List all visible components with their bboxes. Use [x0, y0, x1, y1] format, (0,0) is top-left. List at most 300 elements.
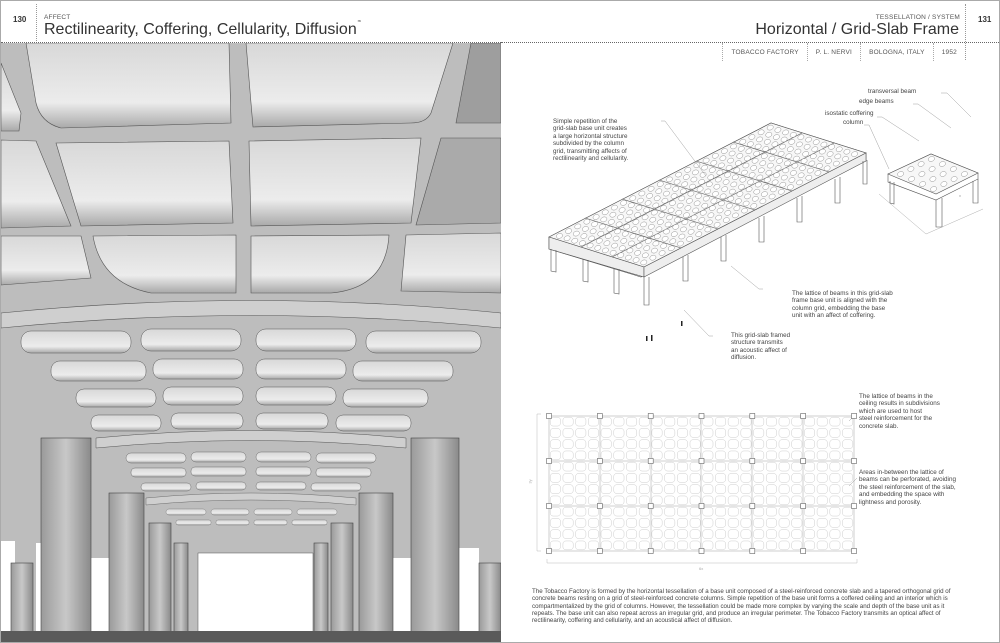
- plan-coffer: [703, 530, 713, 539]
- plan-coffer: [626, 440, 636, 449]
- plan-column: [547, 504, 552, 509]
- plan-coffer: [754, 518, 764, 527]
- plan-coffer: [779, 440, 789, 449]
- left-page-title: [44, 21, 361, 39]
- plan-coffer: [550, 440, 560, 449]
- plan-coffer: [576, 428, 586, 437]
- plan-coffer: [728, 507, 738, 516]
- plan-column: [699, 414, 704, 419]
- plan-column: [750, 549, 755, 554]
- plan-coffer: [728, 541, 738, 550]
- plan-column: [852, 414, 857, 419]
- plan-coffer: [563, 440, 573, 449]
- plan-coffer: [817, 496, 827, 505]
- note-line: frame base unit is aligned with the: [792, 297, 888, 305]
- plan-coffer: [677, 507, 687, 516]
- plan-column: [547, 414, 552, 419]
- label-edge-beams: edge beams: [859, 98, 894, 105]
- plan-coffer: [804, 518, 814, 527]
- plan-coffer: [804, 428, 814, 437]
- plan-coffer: [715, 417, 725, 426]
- dim-label-x2: x: [959, 193, 961, 198]
- plan-coffer: [804, 530, 814, 539]
- plan-coffer: [677, 428, 687, 437]
- plan-coffer: [665, 451, 675, 460]
- plan-coffer: [842, 428, 852, 437]
- note-line: unit with an affect of coffering.: [792, 312, 876, 320]
- plan-column: [597, 414, 602, 419]
- plan-columns: [547, 414, 857, 554]
- plan-coffer: [639, 518, 649, 527]
- plan-coffer: [652, 485, 662, 494]
- plan-coffer: [677, 485, 687, 494]
- plan-coffer: [550, 530, 560, 539]
- plan-coffer: [779, 496, 789, 505]
- plan-coffer: [715, 485, 725, 494]
- plan-coffer: [550, 473, 560, 482]
- plan-coffer: [690, 428, 700, 437]
- meta-architect: P. L. NERVI: [807, 43, 860, 61]
- plan-coffer: [728, 417, 738, 426]
- plan-coffer: [563, 462, 573, 471]
- plan-coffer: [817, 440, 827, 449]
- plan-column: [801, 549, 806, 554]
- plan-coffer: [817, 518, 827, 527]
- note-lattice: [792, 290, 893, 320]
- plan-coffer: [741, 428, 751, 437]
- header-divider: [965, 4, 966, 60]
- plan-column: [597, 504, 602, 509]
- plan-column: [852, 504, 857, 509]
- plan-coffer: [766, 496, 776, 505]
- note-line: diffusion.: [731, 354, 757, 362]
- plan-coffer: [614, 485, 624, 494]
- plan-coffer: [728, 496, 738, 505]
- plan-coffer: [703, 485, 713, 494]
- plan-coffer: [563, 473, 573, 482]
- plan-coffer: [576, 518, 586, 527]
- note-line: ceiling results in subdivisions: [859, 400, 940, 408]
- dimension-lines: [879, 194, 983, 234]
- plan-coffer: [817, 473, 827, 482]
- note-line: grid, transmitting affects of: [553, 147, 627, 155]
- plan-coffer: [690, 518, 700, 527]
- plan-coffer: [830, 417, 840, 426]
- plan-coffer: [779, 530, 789, 539]
- plan-coffer: [741, 440, 751, 449]
- plan-coffer: [563, 507, 573, 516]
- plan-coffer: [804, 473, 814, 482]
- plan-coffer: [665, 428, 675, 437]
- left-page-header: [1, 1, 501, 43]
- plan-coffer: [830, 485, 840, 494]
- plan-coffer: [728, 518, 738, 527]
- plan-coffer: [563, 417, 573, 426]
- right-page-title: Horizontal / Grid-Slab Frame: [755, 21, 959, 38]
- label-isostatic-coffering: isostatic coffering: [825, 110, 874, 117]
- plan-coffer: [766, 530, 776, 539]
- plan-coffer: [766, 507, 776, 516]
- plan-coffer: [741, 530, 751, 539]
- plan-coffer: [703, 518, 713, 527]
- plan-coffer: [576, 462, 586, 471]
- plan-coffer: [639, 485, 649, 494]
- plan-coffer: [766, 428, 776, 437]
- plan-coffer: [626, 428, 636, 437]
- plan-column: [750, 504, 755, 509]
- plan-coffer: [626, 530, 636, 539]
- plan-coffer: [830, 541, 840, 550]
- note-line: The lattice of beams in the: [859, 393, 933, 400]
- plan-coffer: [652, 473, 662, 482]
- plan-coffer: [715, 462, 725, 471]
- plan-coffer: [665, 530, 675, 539]
- note-line: subdivided by the column: [553, 140, 625, 148]
- plan-coffer: [754, 473, 764, 482]
- plan-column: [699, 504, 704, 509]
- plan-coffer: [817, 485, 827, 494]
- plan-coffer: [830, 530, 840, 539]
- plan-coffer: [665, 496, 675, 505]
- plan-coffer: [576, 507, 586, 516]
- plan-coffer: [652, 518, 662, 527]
- plan-coffer: [842, 485, 852, 494]
- plan-coffer: [817, 530, 827, 539]
- plan-coffer: [639, 473, 649, 482]
- plan-coffer: [792, 428, 802, 437]
- plan-coffer: [817, 462, 827, 471]
- header-rule: [1, 42, 501, 43]
- right-page-number: 131: [978, 15, 992, 24]
- plan-column: [852, 459, 857, 464]
- plan-dim-width: 6x: [699, 566, 704, 571]
- plan-coffer: [614, 496, 624, 505]
- plan-coffer: [715, 428, 725, 437]
- plan-coffer: [830, 473, 840, 482]
- plan-coffer: [779, 541, 789, 550]
- plan-coffer: [792, 440, 802, 449]
- plan-coffer: [703, 428, 713, 437]
- plan-coffer: [754, 428, 764, 437]
- plan-coffer: [550, 485, 560, 494]
- note-line: rectilinearity and cellularity.: [553, 155, 629, 163]
- note-line: which are used to host: [859, 407, 923, 415]
- plan-coffer: [792, 473, 802, 482]
- note-line: concrete slab.: [859, 422, 899, 430]
- plan-coffer: [830, 507, 840, 516]
- note-repetition: [553, 118, 628, 162]
- plan-coffer: [576, 496, 586, 505]
- plan-coffer: [817, 507, 827, 516]
- plan-coffer: [652, 440, 662, 449]
- plan-column: [597, 459, 602, 464]
- plan-coffer: [626, 541, 636, 550]
- plan-coffer: [728, 485, 738, 494]
- note-line: The lattice of beams in this grid-slab: [792, 290, 893, 297]
- plan-coffer: [614, 530, 624, 539]
- plan-coffer: [614, 417, 624, 426]
- plan-coffer: [665, 518, 675, 527]
- left-title-text: Rectilinearity, Coffering, Cellularity, Diffusion: [44, 21, 357, 38]
- plan-coffer: [588, 428, 598, 437]
- note-line: structure transmits: [731, 339, 783, 347]
- plan-coffer: [728, 530, 738, 539]
- plan-coffer: [766, 518, 776, 527]
- plan-coffer: [830, 440, 840, 449]
- plan-coffer: [614, 462, 624, 471]
- plan-coffer: [779, 451, 789, 460]
- plan-coffer: [588, 530, 598, 539]
- plan-coffer: [766, 473, 776, 482]
- plan-coffer: [626, 417, 636, 426]
- plan-coffer: [741, 518, 751, 527]
- note-line: a large horizontal structure: [553, 132, 628, 140]
- plan-column: [852, 549, 857, 554]
- plan-coffer: [626, 518, 636, 527]
- plan-coffer: [601, 518, 611, 527]
- meta-year: 1952: [933, 43, 965, 61]
- plan-coffer: [830, 462, 840, 471]
- plan-coffer: [842, 440, 852, 449]
- plan-coffer: [741, 485, 751, 494]
- plan-coffer: [677, 440, 687, 449]
- plan-coffer: [677, 496, 687, 505]
- plan-coffer: [626, 451, 636, 460]
- plan-coffer: [665, 473, 675, 482]
- note-acoustic: [731, 332, 790, 362]
- plan-coffer: [766, 440, 776, 449]
- plan-coffer: [728, 473, 738, 482]
- plan-coffer: [766, 451, 776, 460]
- label-transversal-beam: transversal beam: [868, 88, 917, 95]
- plan-coffer: [817, 451, 827, 460]
- plan-coffer: [677, 473, 687, 482]
- plan-column: [801, 459, 806, 464]
- plan-coffer: [563, 541, 573, 550]
- plan-column: [648, 504, 653, 509]
- plan-coffer: [728, 440, 738, 449]
- left-page-number: 130: [13, 15, 27, 24]
- plan-coffer: [601, 530, 611, 539]
- plan-coffer: [779, 417, 789, 426]
- plan-coffer: [576, 473, 586, 482]
- plan-column: [801, 414, 806, 419]
- plan-coffer: [639, 530, 649, 539]
- plan-coffer: [677, 451, 687, 460]
- plan-coffer: [576, 485, 586, 494]
- plan-coffer: [563, 496, 573, 505]
- plan-column: [648, 459, 653, 464]
- note-line: beams can be perforated, avoiding: [859, 476, 956, 484]
- plan-coffer: [588, 440, 598, 449]
- plan-coffer: [842, 518, 852, 527]
- plan-column: [699, 459, 704, 464]
- plan-coffer: [614, 541, 624, 550]
- plan-coffer: [779, 462, 789, 471]
- plan-coffer: [779, 518, 789, 527]
- note-line: lightness and porosity.: [859, 498, 922, 506]
- plan-coffer: [703, 473, 713, 482]
- note-line: Areas in-between the lattice of: [859, 469, 944, 476]
- plan-coffer: [639, 428, 649, 437]
- plan-coffer: [626, 473, 636, 482]
- plan-coffer: [817, 428, 827, 437]
- dim-label-x: x: [891, 181, 893, 186]
- plan-coffer: [741, 473, 751, 482]
- plan-coffer: [626, 462, 636, 471]
- body-paragraph: The Tobacco Factory is formed by the horizontal tessellation of a base unit composed of a steel-reinforced concrete slab and a tapered orthogonal grid of concrete beams resting on a grid of steel-reinforced concrete columns. Simple repetition of the base unit forms a coffered ceiling and an interior which is compartmentalized by the grid of columns. However, the tessellation could be made more complex by varying the scale and depth of the base unit as it repeats. The base unit can also repeat across an irregular grid, and produce an irregular perimeter. The Tobacco Factory transmits an optical affect of rectilinearity, coffering and cellularity, and an acoustical affect of diffusion.: [532, 588, 951, 625]
- plan-coffer: [715, 518, 725, 527]
- plan-coffer: [614, 428, 624, 437]
- left-page-kicker: AFFECT: [44, 14, 71, 21]
- plan-coffer: [830, 428, 840, 437]
- plan-coffer: [614, 473, 624, 482]
- plan-coffer: [690, 530, 700, 539]
- plan-coffer: [677, 518, 687, 527]
- plan-coffer: [728, 428, 738, 437]
- plan-coffer: [614, 451, 624, 460]
- plan-column: [750, 459, 755, 464]
- plan-coffer: [588, 473, 598, 482]
- note-ceiling: [859, 393, 940, 430]
- plan-coffer: [601, 440, 611, 449]
- meta-location: BOLOGNA, ITALY: [860, 43, 933, 61]
- plan-coffer: [715, 451, 725, 460]
- interior-render-image: [1, 43, 501, 643]
- plan-coffer: [652, 530, 662, 539]
- plan-coffer: [779, 428, 789, 437]
- plan-coffer: [677, 541, 687, 550]
- plan-coffers: [550, 417, 853, 550]
- plan-coffer: [715, 541, 725, 550]
- plan-coffer: [626, 485, 636, 494]
- plan-coffer: [563, 485, 573, 494]
- plan-coffer: [715, 507, 725, 516]
- plan-coffer: [817, 541, 827, 550]
- plan-coffer: [715, 473, 725, 482]
- human-scale-figures: [646, 321, 683, 341]
- plan-coffer: [576, 530, 586, 539]
- plan-coffer: [665, 417, 675, 426]
- plan-coffer: [779, 507, 789, 516]
- plan-view: [537, 413, 857, 563]
- plan-coffer: [563, 428, 573, 437]
- plan-coffer: [779, 485, 789, 494]
- plan-column: [699, 549, 704, 554]
- plan-coffer: [754, 485, 764, 494]
- plan-column: [547, 459, 552, 464]
- plan-coffer: [792, 530, 802, 539]
- plan-coffer: [792, 485, 802, 494]
- affect-symbol-icon: ≈: [357, 19, 362, 25]
- plan-coffer: [690, 485, 700, 494]
- project-meta-bar: [722, 43, 965, 61]
- plan-coffer: [614, 507, 624, 516]
- plan-coffer: [563, 530, 573, 539]
- plan-coffer: [601, 485, 611, 494]
- plan-coffer: [715, 440, 725, 449]
- plan-coffer: [728, 451, 738, 460]
- plan-coffer: [842, 473, 852, 482]
- plan-coffer: [715, 496, 725, 505]
- plan-coffer: [766, 462, 776, 471]
- plan-coffer: [665, 541, 675, 550]
- plan-coffer: [804, 485, 814, 494]
- plan-coffer: [614, 518, 624, 527]
- plan-coffer: [728, 462, 738, 471]
- plan-coffer: [665, 462, 675, 471]
- note-line: grid-slab base unit creates: [553, 125, 627, 133]
- note-line: and embedding the space with: [859, 491, 945, 499]
- plan-dim-height: 3y: [527, 479, 533, 484]
- header-divider: [36, 4, 37, 41]
- plan-coffer: [817, 417, 827, 426]
- label-column: column: [843, 119, 864, 126]
- right-page: [501, 1, 1000, 643]
- plan-coffer: [690, 440, 700, 449]
- plan-coffer: [754, 440, 764, 449]
- plan-column: [801, 504, 806, 509]
- note-line: Simple repetition of the: [553, 118, 618, 125]
- plan-coffer: [665, 440, 675, 449]
- plan-coffer: [563, 451, 573, 460]
- plan-coffer: [690, 473, 700, 482]
- plan-coffer: [703, 440, 713, 449]
- plan-coffer: [754, 530, 764, 539]
- plan-coffer: [766, 417, 776, 426]
- right-page-kicker: TESSELLATION / SYSTEM: [875, 14, 960, 21]
- plan-coffer: [766, 485, 776, 494]
- left-page: [1, 1, 501, 643]
- plan-coffer: [652, 428, 662, 437]
- plan-coffer: [715, 530, 725, 539]
- plan-column: [648, 414, 653, 419]
- note-line: This grid-slab framed: [731, 332, 791, 339]
- plan-coffer: [677, 417, 687, 426]
- plan-coffer: [601, 473, 611, 482]
- plan-column: [597, 549, 602, 554]
- plan-column: [547, 549, 552, 554]
- meta-project: TOBACCO FACTORY: [722, 43, 806, 61]
- plan-coffer: [601, 428, 611, 437]
- plan-coffer: [550, 518, 560, 527]
- plan-column: [648, 549, 653, 554]
- plan-coffer: [576, 417, 586, 426]
- note-line: column grid, embedding the base: [792, 304, 886, 312]
- plan-coffer: [804, 440, 814, 449]
- plan-coffer: [830, 496, 840, 505]
- plan-coffer: [550, 428, 560, 437]
- note-perforation: [859, 469, 956, 506]
- plan-coffer: [639, 440, 649, 449]
- plan-coffer: [779, 473, 789, 482]
- plan-column: [750, 414, 755, 419]
- plan-coffer: [563, 518, 573, 527]
- plan-coffer: [626, 496, 636, 505]
- note-line: the steel reinforcement of the slab,: [859, 483, 956, 491]
- plan-coffer: [830, 451, 840, 460]
- plan-coffer: [614, 440, 624, 449]
- plan-coffer: [588, 518, 598, 527]
- plan-coffer: [576, 451, 586, 460]
- plan-coffer: [792, 518, 802, 527]
- plan-coffer: [665, 485, 675, 494]
- plan-coffer: [677, 462, 687, 471]
- plan-coffer: [665, 507, 675, 516]
- plan-coffer: [842, 530, 852, 539]
- plan-coffer: [588, 485, 598, 494]
- plan-coffer: [766, 541, 776, 550]
